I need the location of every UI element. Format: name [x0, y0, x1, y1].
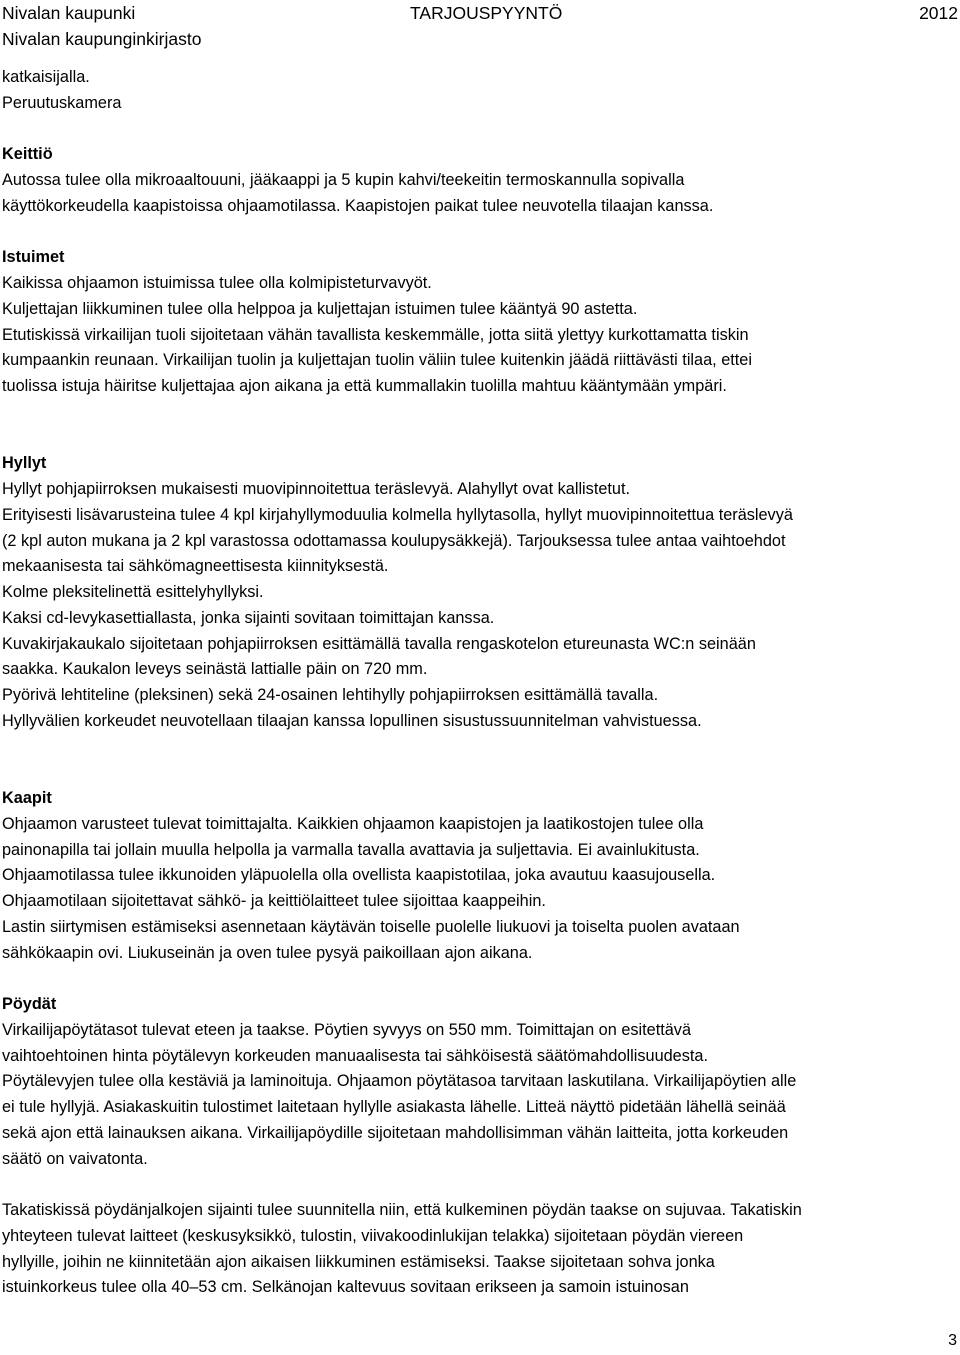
header-left — [2, 0, 201, 52]
section-heading: Keittiö — [2, 145, 53, 164]
text-line: sähkökaapin ovi. Liukuseinän ja oven tulee pysyä paikoillaan ajon aikana. — [2, 943, 533, 962]
text-line: Pyörivä lehtiteline (pleksinen) sekä 24-osainen lehtihylly pohjapiirroksen esittämällä tavalla. — [2, 686, 659, 704]
text-line: säätö on vaivatonta. — [2, 1149, 148, 1168]
text-line: Ohjaamon varusteet tulevat toimittajalta. Kaikkien ohjaamon kaapistojen ja laatikostojen tulee olla — [2, 814, 704, 833]
text-line: sekä ajon että lainauksen aikana. Virkailijapöydille sijoitetaan mahdollisimman vähän laitteita, jotta korkeuden — [2, 1123, 789, 1142]
text-line: mekaanisesta tai sähkömagneettisesta kiinnityksestä. — [2, 557, 389, 576]
section-heading: Hyllyt — [2, 454, 47, 473]
text-line: käyttökorkeudella kaapistoissa ohjaamotilassa. Kaapistojen paikat tulee neuvotella tilaajan kanssa. — [2, 196, 714, 215]
text-line: Autossa tulee olla mikroaaltouuni, jääkaappi ja 5 kupin kahvi/teekeitin termoskannulla sopivalla — [2, 171, 685, 189]
text-line: Kuvakirjakaukalo sijoitetaan pohjapiirroksen esittämällä tavalla rengaskotelon etureunasta WC:n seinään — [2, 634, 756, 653]
text-line: yhteyteen tulevat laitteet (keskusyksikkö, tulostin, viivakoodinlukijan telakka) sijoitetaan pöydän viereen — [2, 1226, 744, 1245]
text-line: hyllyille, joihin ne kiinnitetään ajon aikaisen liikkuminen estämiseksi. Taakse sijoitetaan sohva jonka — [2, 1252, 715, 1271]
section-heading: Pöydät — [2, 995, 57, 1013]
page-number: 3 — [948, 1332, 957, 1349]
header-library: Nivalan kaupunginkirjasto — [2, 29, 202, 49]
header-doc-type: TARJOUSPYYNTÖ — [410, 3, 563, 23]
section-hyllyt — [2, 451, 958, 734]
section-keittio — [2, 142, 958, 219]
page-header — [2, 0, 958, 52]
text-line: istuinkorkeus tulee olla 40–53 cm. Selkänojan kaltevuus sovitaan erikseen ja samoin istuinosan — [2, 1278, 689, 1297]
section-poydat — [2, 992, 958, 1301]
text-line: Kaksi cd-levykasettiallasta, jonka sijainti sovitaan toimittajan kanssa. — [2, 608, 495, 627]
section-istuimet — [2, 245, 958, 400]
section-kaapit — [2, 786, 958, 966]
header-year: 2012 — [919, 3, 958, 23]
text-line: tuolissa istuja häiritse kuljettajaa ajon aikana ja että kummallakin tuolilla mahtuu kääntymään ympäri. — [2, 377, 727, 395]
text-line: Kolme pleksitelinettä esittelyhyllyksi. — [2, 583, 264, 601]
text-line: Erityisesti lisävarusteina tulee 4 kpl kirjahyllymoduulia kolmella hyllytasolla, hyllyt muovipinnoitettua teräslevyä — [2, 505, 793, 524]
text-line: Hyllyvälien korkeudet neuvotellaan tilaajan kanssa lopullinen sisustussuunnitelman vahvistuessa. — [2, 711, 702, 730]
text-line: Pöytälevyjen tulee olla kestäviä ja laminoituja. Ohjaamon pöytätasoa tarvitaan laskutilana. Virkailijapöytien alle — [2, 1072, 797, 1091]
text-line: painonapilla tai jollain muulla helpolla ja varmalla tavalla avattavia ja suljettavia. Ei avainlukitusta. — [2, 840, 700, 859]
section-heading: Kaapit — [2, 789, 52, 807]
section-heading: Istuimet — [2, 248, 65, 267]
text-line: Etutiskissä virkailijan tuoli sijoitetaan vähän tavallista keskemmälle, jotta siitä ylettyy kurkottamatta tiskin — [2, 325, 749, 344]
text-line: ei tule hyllyjä. Asiakaskuitin tulostimet laitetaan hyllylle asiakasta lähelle. Litteä näyttö pidetään lähellä seinää — [2, 1098, 786, 1116]
text-line: (2 kpl auton mukana ja 2 kpl varastossa odottamassa koulupysäkkejä). Tarjouksessa tulee antaa vaihtoehdot — [2, 531, 786, 550]
text-line: Kuljettajan liikkuminen tulee olla helppoa ja kuljettajan istuimen tulee kääntyä 90 astetta. — [2, 299, 638, 318]
text-line: Lastin siirtymisen estämiseksi asennetaan käytävän toiselle puolelle liukuovi ja toiselta puolen avataan — [2, 917, 740, 936]
text-line: Hyllyt pohjapiirroksen mukaisesti muovipinnoitettua teräslevyä. Alahyllyt ovat kallistetut. — [2, 480, 631, 498]
text-line: Kaikissa ohjaamon istuimissa tulee olla kolmipisteturvavyöt. — [2, 274, 432, 292]
text-line: Ohjaamotilaan sijoitettavat sähkö- ja keittiölaitteet tulee sijoittaa kaappeihin. — [2, 892, 546, 910]
text-line: Takatiskissä pöydänjalkojen sijainti tulee suunnitella niin, että kulkeminen pöydän taakse on sujuvaa. Takatiskin — [2, 1201, 802, 1219]
text-line: kumpaankin reunaan. Virkailijan tuolin ja kuljettajan tuolin väliin tulee kuitenkin jäädä riittävästi tilaa, ettei — [2, 351, 752, 370]
header-org: Nivalan kaupunki — [2, 3, 136, 23]
intro-line: Peruutuskamera — [2, 93, 122, 112]
text-line: Ohjaamotilassa tulee ikkunoiden yläpuolella olla ovellista kaapistotilaa, joka avautuu kaasujousella. — [2, 866, 716, 885]
text-line: Virkailijapöytätasot tulevat eteen ja taakse. Pöytien syvyys on 550 mm. Toimittajan on esitettävä — [2, 1020, 692, 1039]
text-line: saakka. Kaukalon leveys seinästä lattialle päin on 720 mm. — [2, 660, 428, 679]
text-line: vaihtoehtoinen hinta pöytälevyn korkeuden manuaalisesta tai sähköisestä säätömahdollisuudesta. — [2, 1046, 708, 1065]
document-body — [2, 65, 958, 1301]
intro-line: katkaisijalla. — [2, 68, 90, 86]
